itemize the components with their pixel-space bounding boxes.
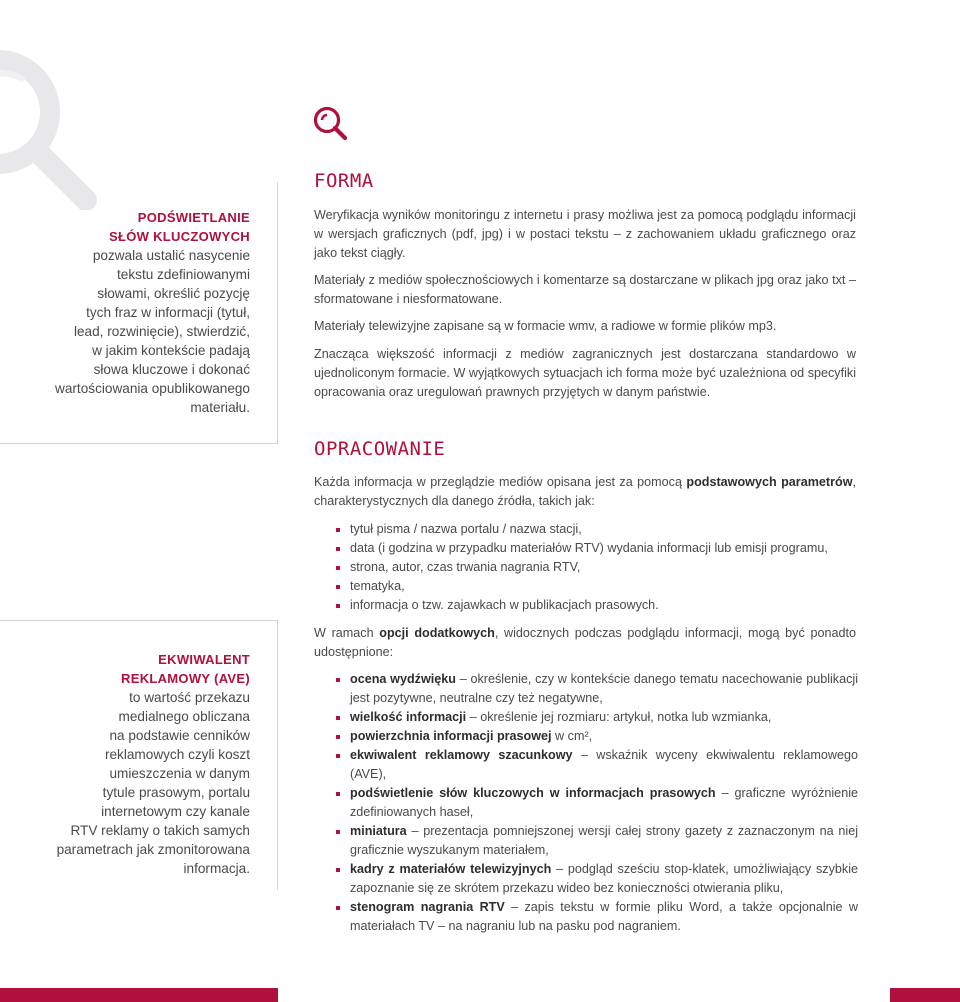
list-item [336, 746, 858, 784]
bullet-icon [336, 792, 340, 796]
bullet-icon [336, 754, 340, 758]
sidebar-line: słowa kluczowe i dokonać [93, 362, 250, 377]
magnifier-icon [312, 105, 350, 143]
list-item-text: tytuł pisma / nazwa portalu / nazwa stacji, [350, 522, 582, 536]
sidebar-title: EKWIWALENT [158, 652, 250, 667]
option-term: podświetlenie słów kluczowych w informacjach prasowych [350, 786, 716, 800]
option-desc: – graficzne wyróżnienie zdefiniowanych haseł, [350, 786, 858, 819]
option-term: stenogram nagrania RTV [350, 900, 505, 914]
bullet-icon [336, 735, 340, 739]
bullet-icon [336, 604, 340, 608]
sidebar-line: materiału. [190, 400, 250, 415]
options-text: , widocznych podczas podglądu informacji, mogą być ponadto udostępnione: [314, 626, 856, 659]
sidebar-line: tekstu zdefiniowanymi [117, 267, 250, 282]
sidebar-border-top [0, 620, 278, 621]
bullet-icon [336, 830, 340, 834]
bullet-icon [336, 528, 340, 532]
opracowanie-intro [314, 473, 856, 511]
list-item [336, 822, 858, 860]
list-item [336, 860, 858, 898]
bullet-icon [336, 585, 340, 589]
option-term: miniatura [350, 824, 407, 838]
sidebar-title: PODŚWIETLANIE [137, 210, 250, 225]
sidebar-line: parametrach jak zmonitorowana [56, 842, 250, 857]
opracowanie-options-intro [314, 624, 856, 662]
sidebar-border [277, 620, 278, 890]
forma-paragraph: Znacząca większość informacji z mediów zagranicznych jest dostarczana standardowo w ujednoliconym formacie. W wyjątkowych sytuacjach ich forma może być uzależniona od specyfiki opracowania oraz uregulowań prawnych przyjętych w danym państwie. [314, 347, 856, 399]
sidebar-line: tytule prasowym, portalu [102, 785, 250, 800]
list-item [336, 520, 858, 539]
section-heading-opracowanie: OPRACOWANIE [314, 438, 446, 460]
sidebar-line: RTV reklamy o takich samych [70, 823, 250, 838]
option-desc: – zapis tekstu w formie pliku Word, a także opcjonalnie w materiałach TV – na nagraniu lub na pasku pod nagraniem. [350, 900, 858, 933]
bullet-icon [336, 868, 340, 872]
list-item [336, 596, 858, 615]
bullet-icon [336, 716, 340, 720]
forma-paragraph: Weryfikacja wyników monitoringu z internetu i prasy możliwa jest za pomocą podglądu informacji w wersjach graficznych (pdf, jpg) i w postaci tekstu – z zachowaniem układu graficznego oraz jako tekst ciągły. [314, 208, 856, 260]
section-heading-forma: FORMA [314, 170, 374, 192]
sidebar-keyword-highlight [0, 182, 278, 444]
forma-paragraph: Materiały z mediów społecznościowych i komentarze są dostarczane w plikach jpg oraz jako txt – sformatowane i niesformatowane. [314, 273, 856, 306]
basic-parameters-list [336, 520, 858, 615]
option-term: powierzchnia informacji prasowej [350, 729, 552, 743]
list-item [336, 558, 858, 577]
sidebar-line: informacja. [183, 861, 250, 876]
list-item [336, 670, 858, 708]
intro-text: , charakterystycznych dla danego źródła, takich jak: [314, 475, 856, 508]
list-item-text: strona, autor, czas trwania nagrania RTV, [350, 560, 581, 574]
option-term: wielkość informacji [350, 710, 467, 724]
bullet-icon [336, 678, 340, 682]
sidebar-line: na podstawie cenników [109, 728, 250, 743]
intro-text: Każda informacja w przeglądzie mediów opisana jest za pomocą [314, 475, 687, 489]
sidebar-line: w jakim kontekście padają [92, 343, 250, 358]
option-desc: – określenie jej rozmiaru: artykuł, notka lub wzmianka, [466, 710, 772, 724]
sidebar-line: lead, rozwinięcie), stwierdzić, [73, 324, 250, 339]
intro-bold-term: podstawowych parametrów [686, 475, 853, 489]
option-desc: – podgląd sześciu stop-klatek, umożliwiający szybkie zapoznanie się ze skrótem przekazu wideo bez konieczności otwierania pliku, [350, 862, 858, 895]
option-desc: – prezentacja pomniejszonej wersji całej strony gazety z zaznaczonym na niej graficznie wyszukanym materiałem, [350, 824, 858, 857]
list-item [336, 577, 858, 596]
sidebar-border-bottom [0, 443, 278, 444]
sidebar-line: pozwala ustalić nasycenie [92, 248, 250, 263]
list-item-text: tematyka, [350, 579, 405, 593]
sidebar-title: REKLAMOWY (AVE) [121, 671, 250, 686]
sidebar-line: umieszczenia w danym [109, 766, 250, 781]
option-term: kadry z materiałów telewizyjnych [350, 862, 552, 876]
options-bold-term: opcji dodatkowych [379, 626, 495, 640]
list-item-text: data (i godzina w przypadku materiałów RTV) wydania informacji lub emisji programu, [350, 541, 828, 555]
list-item [336, 898, 858, 936]
bullet-icon [336, 906, 340, 910]
option-term: ekwiwalent reklamowy szacunkowy [350, 748, 573, 762]
bullet-icon [336, 566, 340, 570]
list-item [336, 727, 858, 746]
list-item [336, 539, 858, 558]
sidebar-line: wartościowania opublikowanego [55, 381, 250, 396]
sidebar-title: SŁÓW KLUCZOWYCH [109, 229, 250, 244]
sidebar-line: to wartość przekazu [129, 690, 250, 705]
list-item [336, 708, 858, 727]
sidebar-line: słowami, określić pozycję [97, 286, 250, 301]
footer-accent-bar [890, 988, 960, 1002]
list-item [336, 784, 858, 822]
sidebar-content [57, 650, 250, 878]
forma-paragraph: Materiały telewizyjne zapisane są w formacie wmv, a radiowe w formie plików mp3. [314, 319, 777, 333]
bullet-icon [336, 547, 340, 551]
sidebar-ave [0, 620, 278, 890]
option-term: ocena wydźwięku [350, 672, 456, 686]
option-desc: – określenie, czy w kontekście danego tematu nacechowanie publikacji jest pozytywne, neutralne czy też negatywne, [350, 672, 859, 705]
options-text: W ramach [314, 626, 380, 640]
sidebar-line: internetowym czy kanale [101, 804, 250, 819]
sidebar-line: tych fraz w informacji (tytuł, [86, 305, 250, 320]
sidebar-line: medialnego obliczana [118, 709, 250, 724]
footer-accent-bar [0, 988, 278, 1002]
sidebar-line: reklamowych czyli koszt [104, 747, 250, 762]
additional-options-list [336, 670, 858, 936]
sidebar-border [277, 182, 278, 444]
list-item-text: informacja o tzw. zajawkach w publikacjach prasowych. [350, 598, 659, 612]
sidebar-content [55, 208, 250, 417]
option-desc: – wskaźnik wyceny ekwiwalentu reklamowego (AVE), [350, 748, 858, 781]
option-desc: w cm², [551, 729, 593, 743]
